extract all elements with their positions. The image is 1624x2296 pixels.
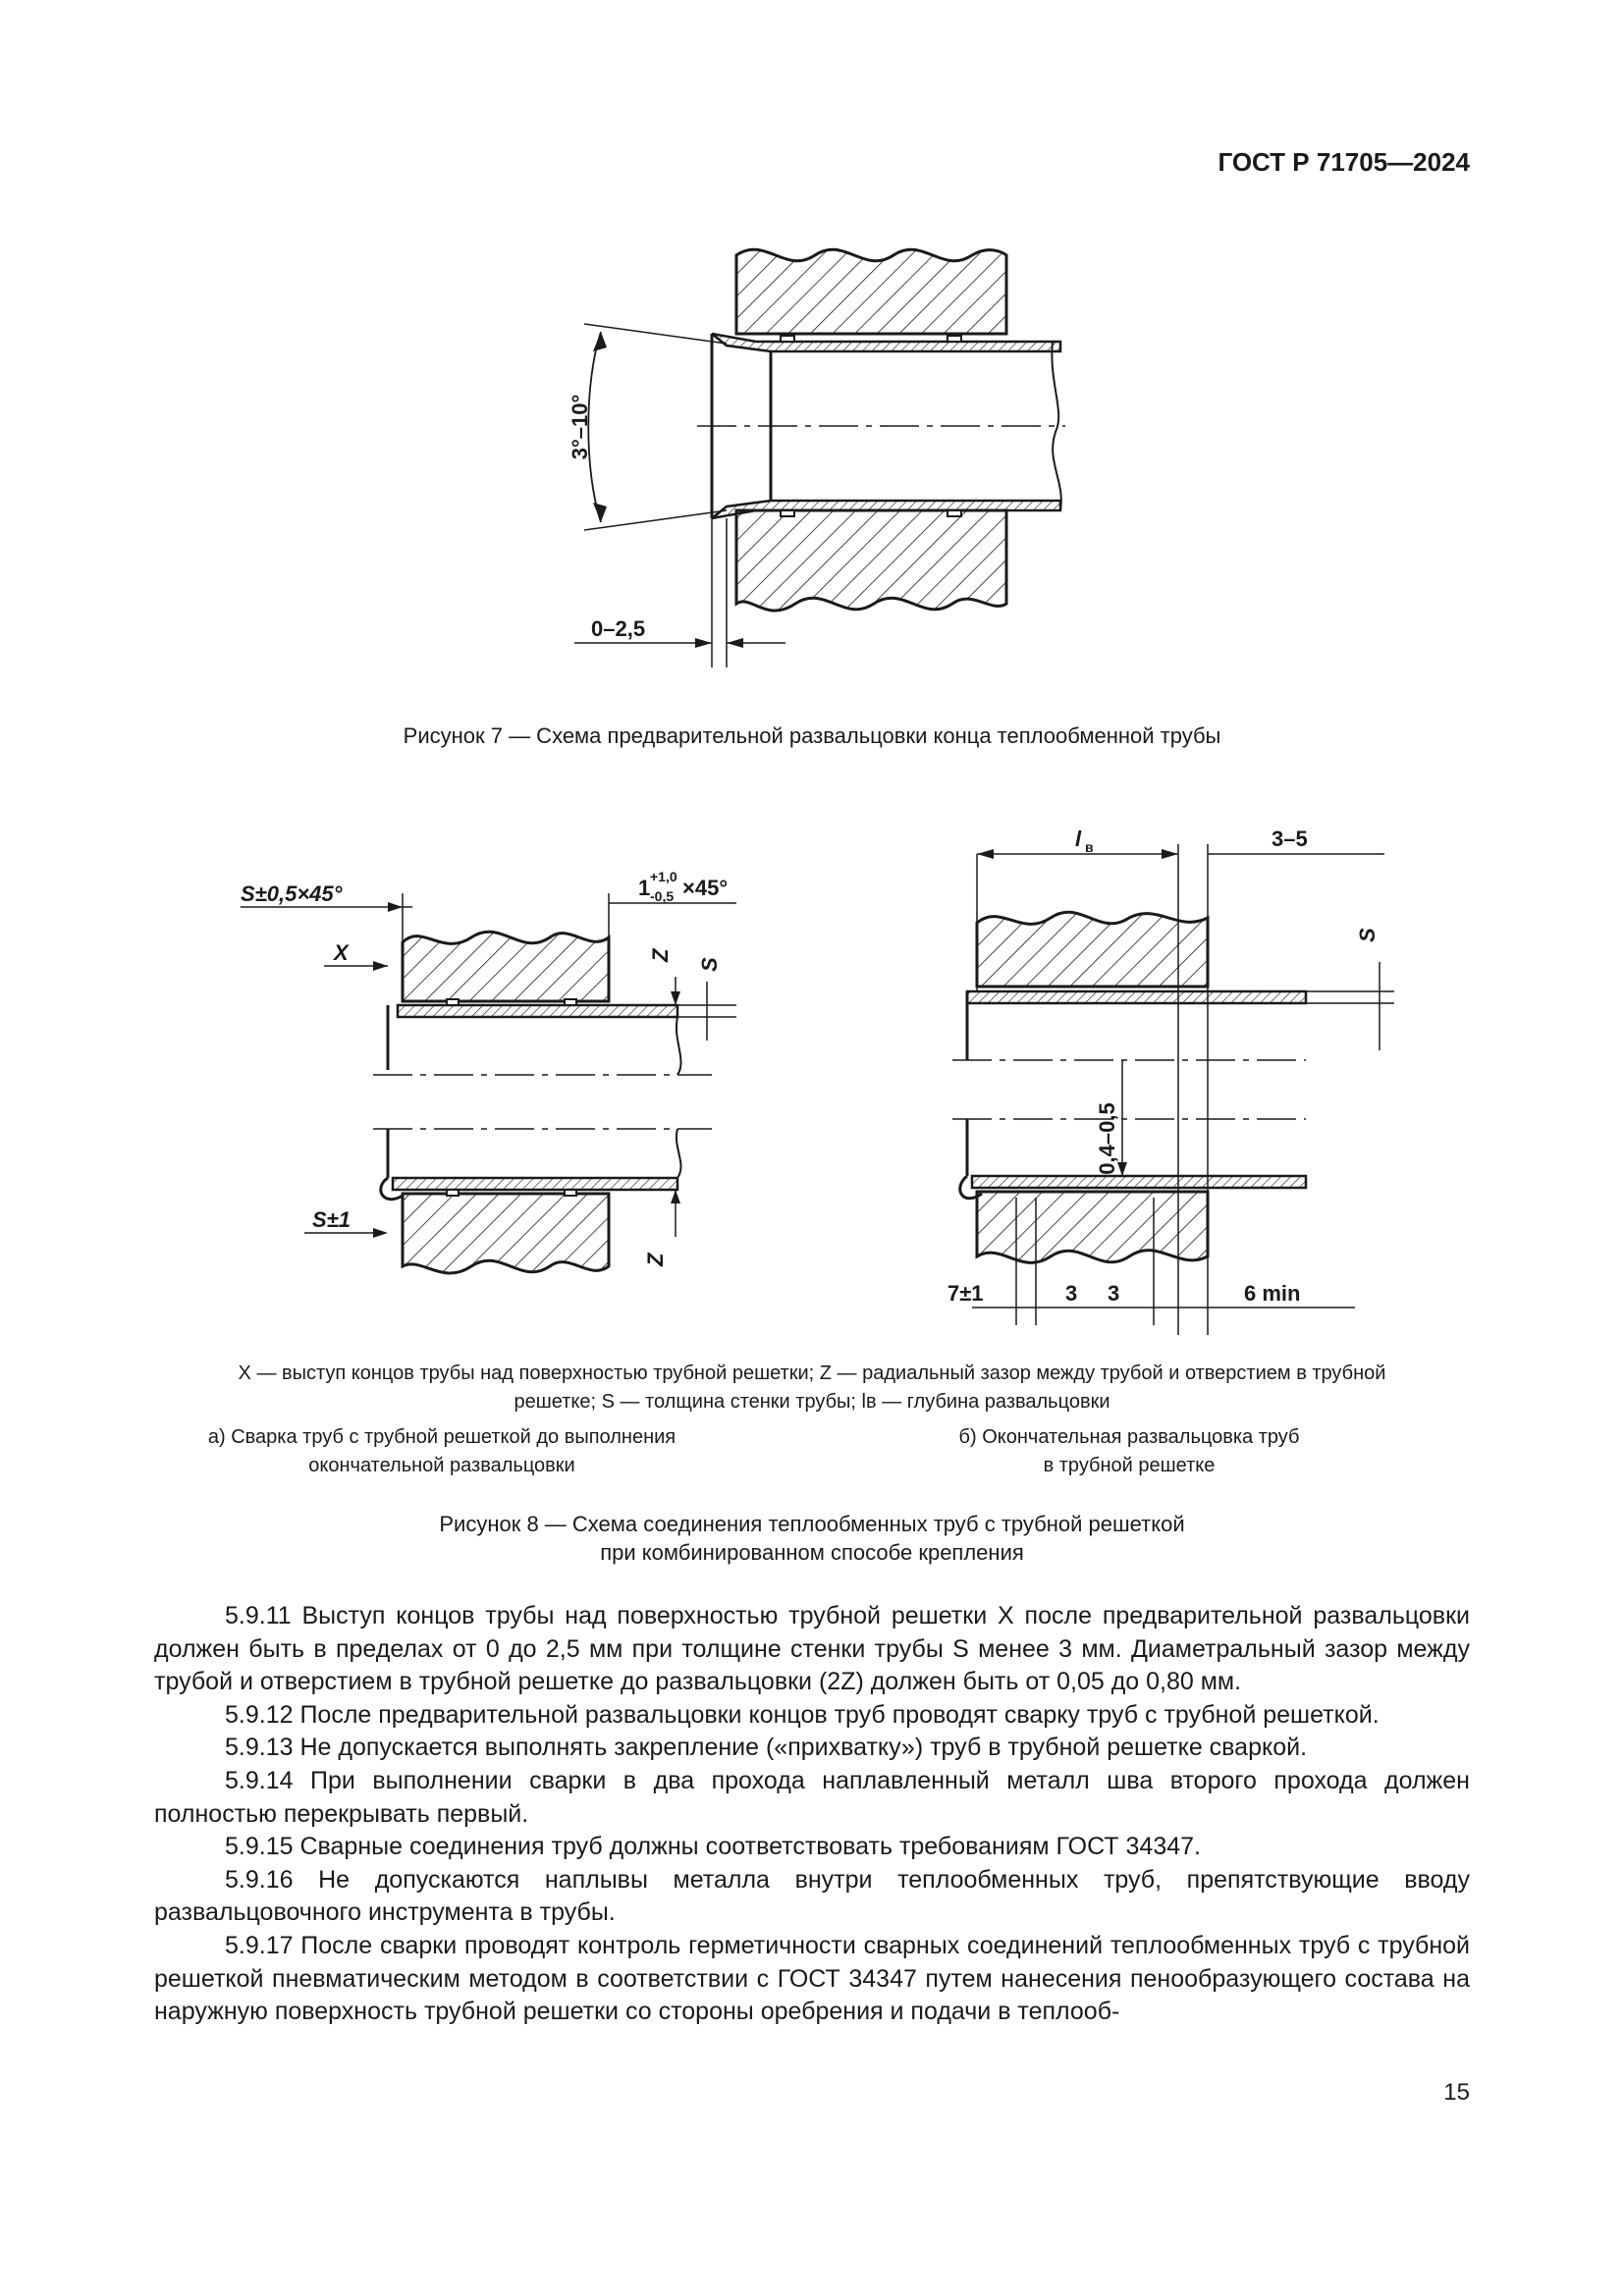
chamfer2-sup-label: +1,0	[650, 869, 677, 884]
figure-7-caption: Рисунок 7 — Схема предварительной развальцовки конца теплообменной трубы	[403, 723, 1221, 748]
legend-line-1: X — выступ концов трубы над поверхностью трубной решетки; Z — радиальный зазор между трубой и отверстием в трубной	[238, 1362, 1386, 1384]
paragraph-5-9-17: 5.9.17 После сварки проводят контроль герметичности сварных соединений теплообменных труб с трубной решеткой пневматическим методом в соответствии с ГОСТ 34347 путем нанесения пенообразующего состава на наружную поверхность трубной решетки со стороны оребрения и подачи в теплооб-	[154, 1931, 1470, 2026]
chamfer-label: S±0,5×45°	[241, 881, 343, 906]
figure-8-legend	[157, 1360, 1467, 1416]
paragraph-5-9-12: 5.9.12 После предварительной развальцовки концов труб проводят сварку труб с трубной решеткой.	[225, 1700, 1380, 1729]
figure-8b-drawing	[943, 825, 1404, 1335]
subcaption-a-line-1: а) Сварка труб с трубной решеткой до выполнения	[207, 1426, 677, 1448]
angle-dimension-label: 3°–10°	[568, 394, 592, 460]
z-label-top: Z	[648, 948, 673, 962]
subcaption-b-line-1: б) Окончательная развальцовка труб	[958, 1426, 1300, 1448]
body-text	[154, 1600, 1470, 2029]
clearance-label: 0,4–0,5	[1095, 1102, 1119, 1175]
paragraph-5-9-11: 5.9.11 Выступ концов трубы над поверхностью трубной решетки X после предварительной развальцовки должен быть в пределах от 0 до 2,5 мм при толщине стенки трубы S менее 3 мм. Диаметральный зазор между трубой и отверстием в трубной решетке до развальцовки (2Z) должен быть от 0,05 до 0,80 мм.	[154, 1602, 1470, 1696]
page-number: 15	[1443, 2079, 1470, 2106]
paragraph-5-9-15: 5.9.15 Сварные соединения труб должны соответствовать требованиям ГОСТ 34347.	[225, 1833, 1201, 1861]
x-label: X	[334, 940, 349, 965]
dim-7-label: 7±1	[947, 1281, 984, 1306]
gap-label: 3–5	[1272, 827, 1308, 851]
dim-3b-label: 3	[1108, 1281, 1120, 1306]
chamfer2-tail-label: ×45°	[682, 876, 729, 900]
lv-label: l	[1075, 827, 1082, 851]
document-code: ГОСТ Р 71705—2024	[1218, 147, 1470, 177]
z-label-bottom: Z	[643, 1253, 668, 1266]
figure-8a-drawing	[226, 844, 746, 1306]
paragraph-5-9-14: 5.9.14 При выполнении сварки в два прохода наплавленный металл шва второго прохода должен полностью перекрывать первый.	[154, 1766, 1470, 1828]
offset-dimension-label: 0–2,5	[591, 616, 646, 641]
legend-line-2: решетке; S — толщина стенки трубы; lв — глубина развальцовки	[514, 1391, 1110, 1413]
dim-3a-label: 3	[1065, 1281, 1078, 1306]
subcaption-b	[908, 1423, 1350, 1480]
figure-8-caption-line-2: при комбинированном способе крепления	[600, 1540, 1024, 1565]
figure-8-caption	[0, 1510, 1624, 1567]
chamfer2-base-label: 1	[638, 876, 651, 900]
paragraph-5-9-16: 5.9.16 Не допускаются наплывы металла внутри теплообменных труб, препятствующие вводу развальцовочного инструмента в трубы.	[154, 1865, 1470, 1927]
s-label-left: S	[697, 957, 722, 972]
lv-sub-label: в	[1085, 839, 1094, 855]
subcaption-a	[187, 1423, 697, 1480]
subcaption-b-line-2: в трубной решетке	[1043, 1455, 1216, 1476]
figure-8-caption-line-1: Рисунок 8 — Схема соединения теплообменных труб с трубной решеткой	[439, 1512, 1185, 1536]
s-label-right: S	[1355, 928, 1380, 942]
dim-6-label: 6 min	[1244, 1281, 1301, 1306]
chamfer2-sub-label: -0,5	[650, 888, 675, 904]
weld-label: S±1	[312, 1207, 351, 1232]
figure-7-drawing	[530, 236, 1080, 677]
paragraph-5-9-13: 5.9.13 Не допускается выполнять закрепление («прихватку») труб в трубной решетке сваркой.	[225, 1734, 1308, 1762]
subcaption-a-line-2: окончательной развальцовки	[308, 1455, 575, 1476]
